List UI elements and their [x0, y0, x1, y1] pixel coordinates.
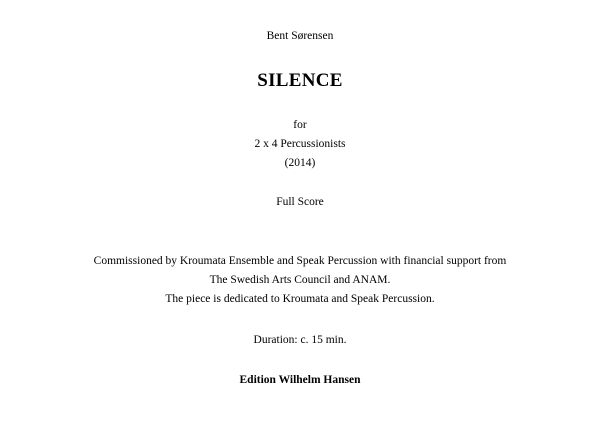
commission-line-1: Commissioned by Kroumata Ensemble and Speak Percussion with financial support from [93, 255, 507, 267]
composition-year: (2014) [284, 157, 316, 169]
composer-name: Bent Sørensen [266, 30, 334, 42]
score-type: Full Score [276, 196, 324, 208]
for-label: for [293, 119, 307, 131]
commission-line-2: The Swedish Arts Council and ANAM. [209, 274, 391, 286]
duration: Duration: c. 15 min. [253, 334, 347, 346]
instrumentation: 2 x 4 Percussionists [254, 138, 346, 150]
dedication: The piece is dedicated to Kroumata and Speak Percussion. [165, 293, 435, 305]
publisher: Edition Wilhelm Hansen [239, 374, 361, 386]
work-title: SILENCE [257, 70, 343, 91]
